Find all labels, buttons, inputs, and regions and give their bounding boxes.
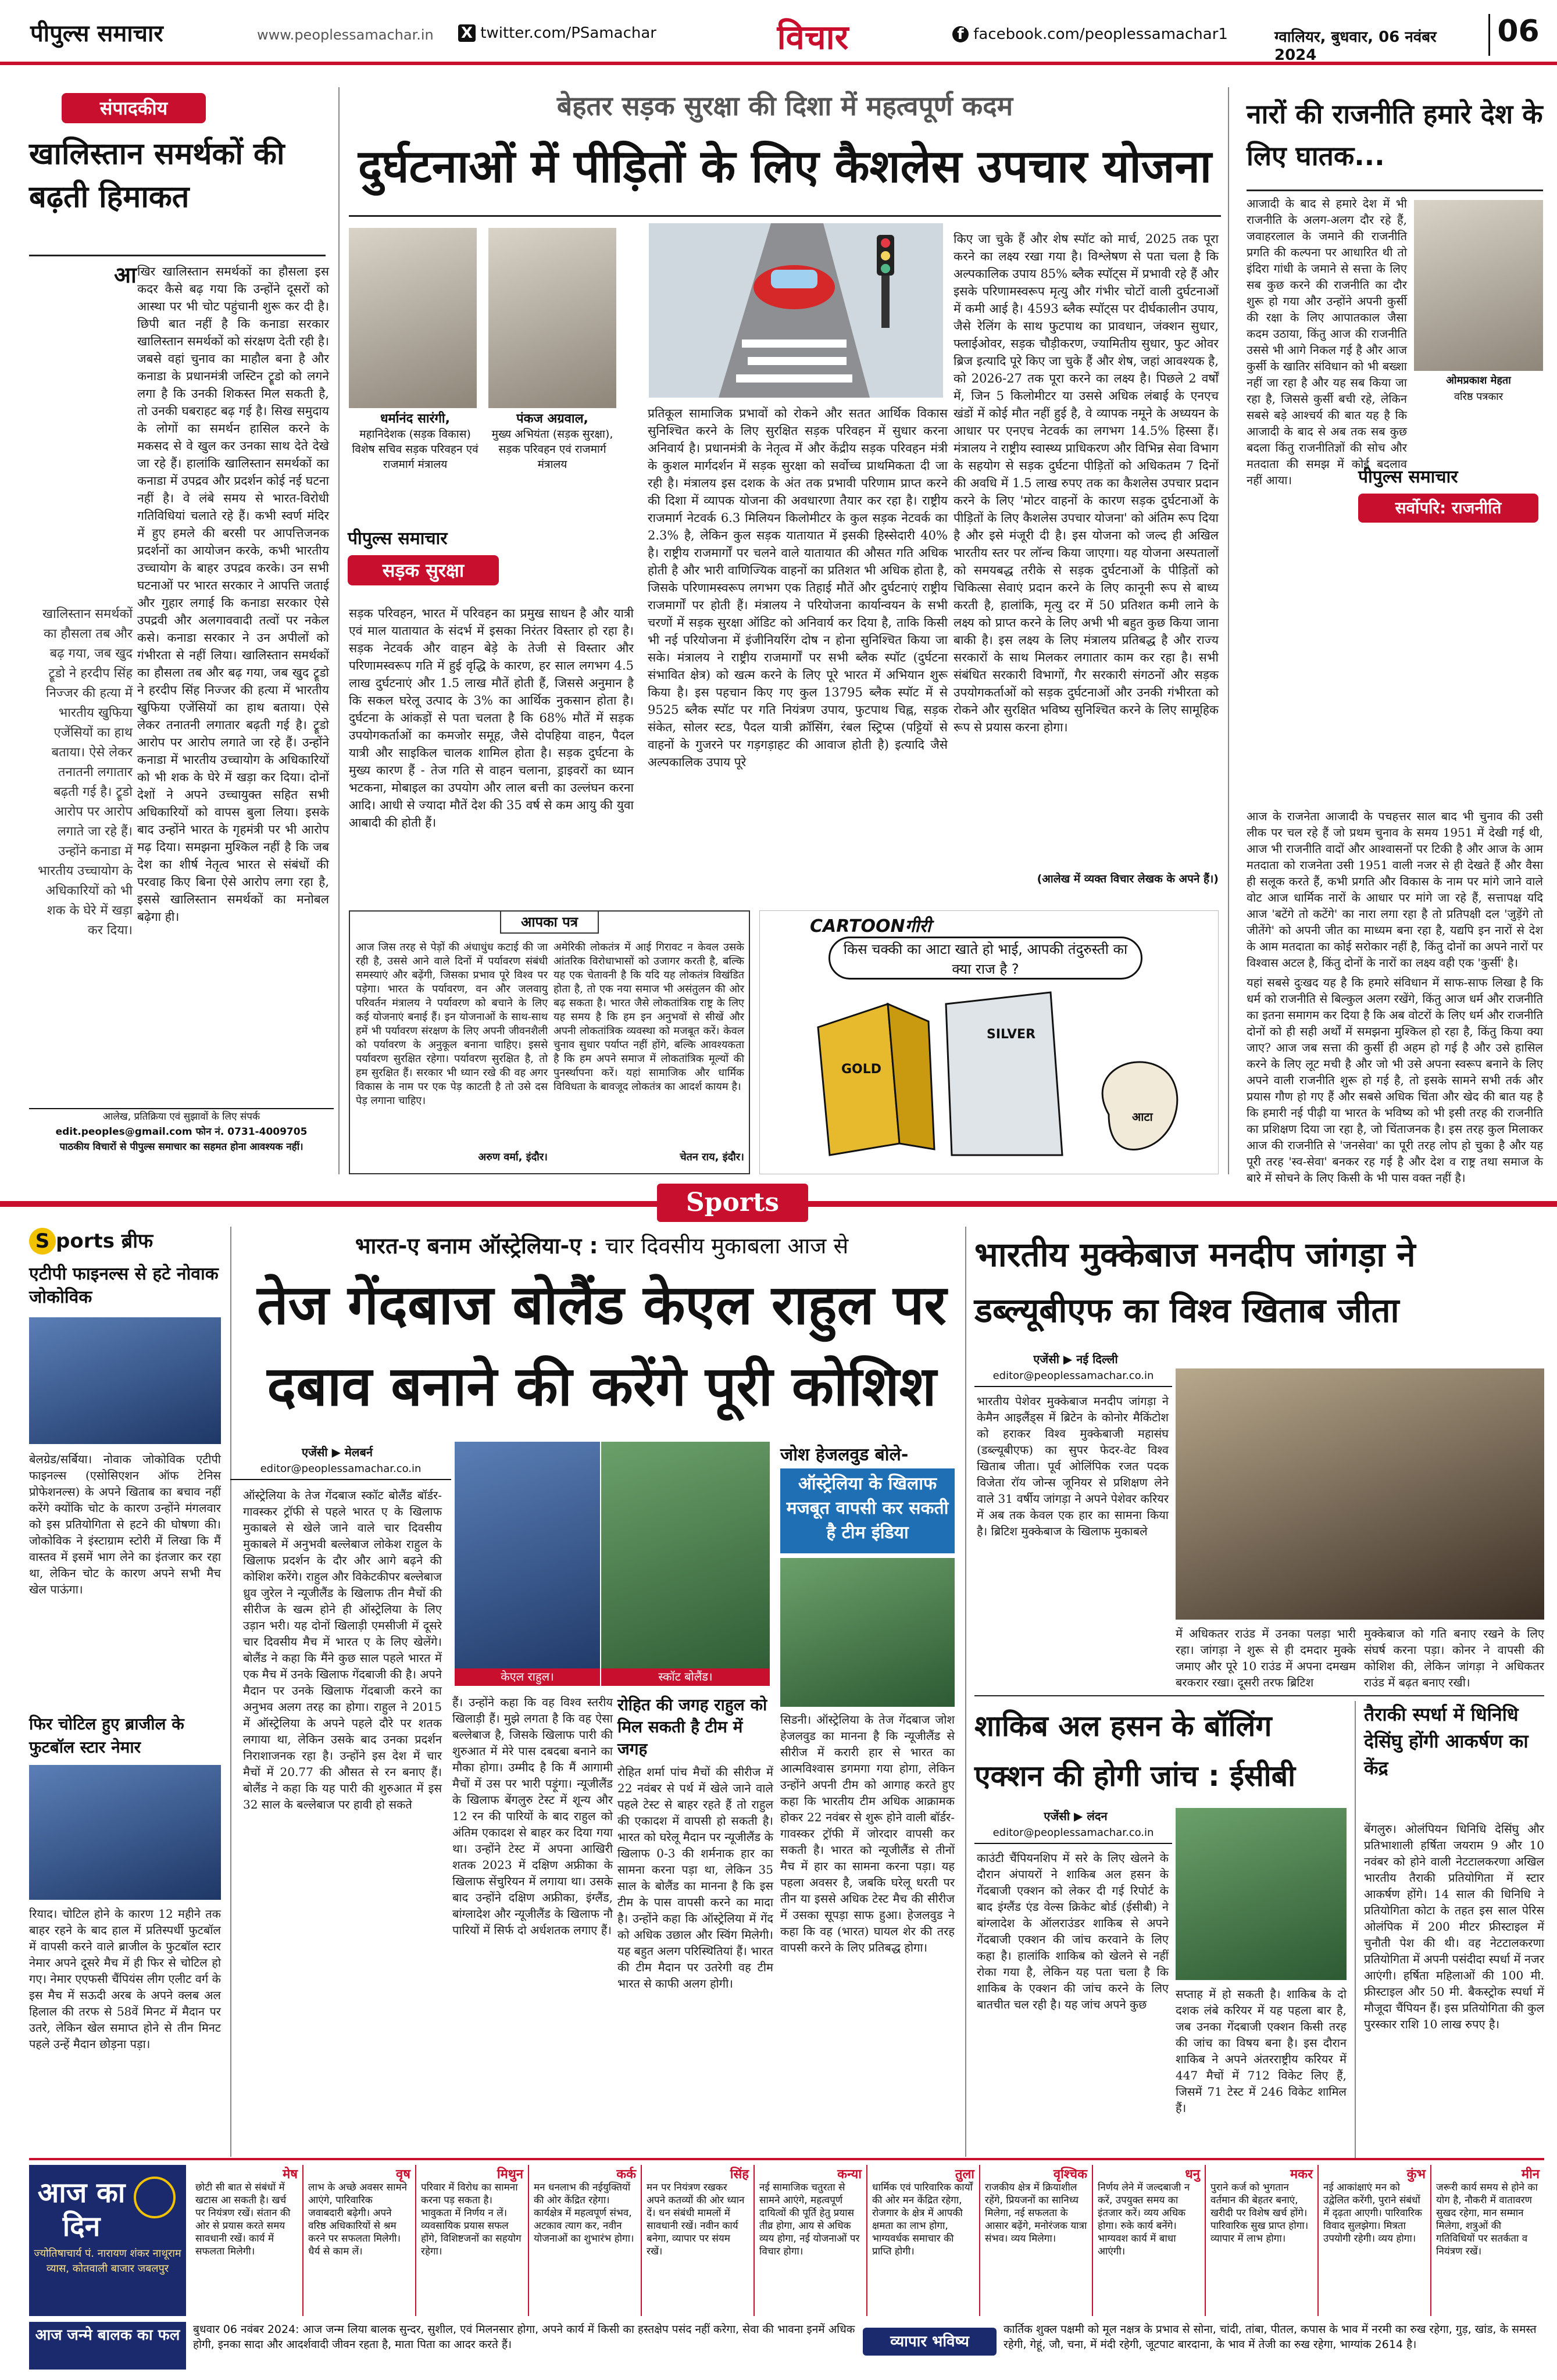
rashi-text: लाभ के अच्छे अवसर सामने आएंगे, पारिवारिक जवाबदारी बढ़ेगी। अपने वरिष्ठ अधिकारियों से श्रम करने पर सफलता मिलेगी। धैर्य से काम लें। — [308, 2182, 408, 2257]
letters-box — [349, 910, 750, 1174]
side-headline: ऑस्ट्रेलिया के खिलाफ मजबूत वापसी कर सकती है टीम इंडिया — [780, 1468, 955, 1553]
rashi-name: मकर — [1290, 2167, 1313, 2182]
rashi-text: परिवार में विरोध का सामना करना पड़ सकता है। भावुकता में निर्णय न लें। व्यवसायिक प्रयास सफल होंगे, विशिष्टजनों का सहयोग रहेगा। — [421, 2182, 522, 2257]
lead-column-2: प्रतिकूल सामाजिक प्रभावों को रोकने और सतत आर्थिक विकास सुनिश्चित करने के लिए सुरक्षित सड़क परिवहन में सुधार करना अनिवार्य है। प्रधानमंत्री के नेतृत्व में और केंद्रीय सड़क परिवहन मंत्री के कुशल मार्गदर्शन में सड़क सुरक्षा को सर्वोच्च प्राथमिकता दी जा रही है। मंत्रालय इस दशक के अंत तक प्रभावी परिणाम प्राप्त करने की दिशा में व्यापक योजना की अवधारणा तैयार कर रहा है। राष्ट्रीय राजमार्ग नेटवर्क 6.3 मिलियन किलोमीटर के कुल सड़क नेटवर्क का 2.3% है, लेकिन कुल सड़क यातायात में इसकी हिस्सेदारी 40% है। राष्ट्रीय राजमार्गों पर चलने वाले यातायात की औसत गति अधिक होती है और भारी वाणिज्यिक वाहनों का प्रतिशत भी अधिक होता है, जिसके परिणामस्वरूप लगभग एक तिहाई मौतें और दुर्घटनाएं राष्ट्रीय राजमार्गों पर होती हैं। मंत्रालय ने परियोजना कार्यान्वयन के सभी चरणों में सड़क सुरक्षा ऑडिट को अनिवार्य कर दिया है, ताकि किसी भी नई परियोजना में इंजीनियरिंग दोष न होना सुनिश्चित किया जा सके। मंत्रालय ने राष्ट्रीय राजमार्गों पर सभी ब्लैक स्पॉट (दुर्घटना संभावित क्षेत्र) को खत्म करने के लिए पूरे भारत में अभियान शुरू किया है। इस पहचान किए गए कुल 13795 ब्लैक स्पॉट में से 9525 ब्लैक स्पॉट पर गति नियंत्रण उपाय, फुटपाथ चिह्न, सड़क संकेत, सोलर स्टड, पैदल यात्री क्रॉसिंग, रंबल स्ट्रिप्स (पट्टियों से वाहनों के गुजरने पर गड़गड़ाहट की आवाज होती है) इत्यादि जैसे अल्पकालिक उपाय पूरे — [648, 406, 948, 769]
divider — [974, 1695, 1544, 1696]
editorial-headline: खालिस्तान समर्थकों की बढ़ती हिमाकत — [29, 137, 285, 215]
rashi-text: मन धनलाभ की नईयुक्तियों की ओर केंद्रित रहेगा। कार्यक्षेत्र में महत्वपूर्ण संभव, अटकाव त्याग कर, नवीन योजनाओं का शुभारंभ होगा। — [534, 2182, 634, 2245]
shakib-photo — [1176, 1808, 1347, 1980]
author-role: मुख्य अभियंता (सड़क सुरक्षा), सड़क परिवहन एवं राजमार्ग मंत्रालय — [491, 428, 613, 471]
rashi-name: कन्या — [837, 2167, 862, 2182]
rashi-column — [642, 2165, 755, 2316]
author-photo — [488, 228, 616, 408]
rashi-column — [191, 2165, 303, 2316]
page-header — [0, 0, 1557, 65]
rashi-text: छोटी सी बात से संबंधों में खटास आ सकती है। खर्च पर नियंत्रण रखें। संतान की ओर से प्रयास करते समय सावधानी रखें। कार्य में सफलता मिलेगी। — [195, 2182, 291, 2257]
sports-tab[interactable]: Sports — [657, 1184, 808, 1222]
boxing-byline: एजेंसी ▶ नई दिल्ली — [1033, 1352, 1118, 1366]
horoscope-band — [29, 2158, 1544, 2160]
gold-label: GOLD — [841, 1062, 882, 1077]
column-rule — [965, 1227, 966, 2157]
rashi-column — [1431, 2165, 1544, 2316]
author-name: ओमप्रकाश मेहता — [1446, 374, 1511, 387]
main-byline: एजेंसी ▶ मेलबर्न — [302, 1445, 373, 1459]
cartoon-drawing — [760, 981, 1219, 1173]
side-body: सिडनी। ऑस्ट्रेलिया के तेज गेंदबाज जोश हेजलवुड का मानना है कि न्यूजीलैंड से सीरीज में करारी हार से भारत का आत्मविश्वास डगमगा गया होगा, लेकिन उन्होंने अपनी टीम को आगाह करते हुए कहा कि भारतीय टीम अधिक आक्रामक होकर 22 नवंबर से शुरू होने वाली बॉर्डर-गावस्कर ट्रॉफी में जोरदार वापसी कर सकती है। भारत को न्यूजीलैंड से तीनों मैच में हार का सामना करना पड़ा। यह पहला अवसर है, जबकि घरेलू धरती पर तीन या इससे अधिक टेस्ट मैच की सीरीज में उसका सूपड़ा साफ हुआ। हेजलवुड ने कहा कि वह (भारत) घायल शेर की तरह वापसी करने के लिए प्रतिबद्ध होगा। — [780, 1713, 955, 1954]
author-name: धर्मानंद सारंगी, — [380, 412, 450, 426]
rashi-column — [1093, 2165, 1206, 2316]
section-title: विचार — [777, 17, 849, 57]
shakib-byline: एजेंसी ▶ लंदन — [1044, 1809, 1108, 1823]
boxing-column-2: में अधिकतर राउंड में उनका पलड़ा भारी रहा। जांगड़ा ने शुरू से ही दमदार मुक्के जमाए और पूरे 10 राउंड में अपना दमखम बरकरार रखा। दूसरी तरफ ब्रिटिश — [1176, 1627, 1356, 1689]
trade-forecast-label: व्यापार भविष्य — [863, 2328, 997, 2356]
rashi-text: मन पर नियंत्रण रखकर अपने कतव्यों की ओर ध्यान दें। धन संबंधी मामलों में सावधानी रखें। नवीन कार्य बनेगा, व्यापार पर संयम रखें। — [647, 2182, 745, 2257]
shakib-email[interactable]: editor@peoplessamachar.co.in — [974, 1827, 1172, 1844]
badge-label: सर्वोपरि: राजनीति — [1358, 494, 1538, 523]
divider — [349, 215, 1221, 217]
author-photo — [1414, 200, 1543, 371]
editorial-pullquote: खालिस्तान समर्थकों का हौसला तब और बढ़ गया, जब खुद ट्रूडो ने हरदीप सिंह निज्जर की हत्या में भारतीय खुफिया एजेंसियों का हाथ बताया। ऐसे लेकर तनातनी लगातार बढ़ती गई है। ट्रूडो आरोप पर आरोप लगाते जा रहे हैं। उन्होंने कनाडा में भारतीय उच्चायोग के अधिकारियों को भी शक के घेरे में खड़ा कर दिया। — [38, 607, 133, 938]
rashi-name: मिथुन — [497, 2167, 523, 2182]
brief-headline: एटीपी फाइनल्स से हटे नोवाक जोकोविक — [29, 1264, 219, 1307]
boxing-email[interactable]: editor@peoplessamachar.co.in — [974, 1370, 1172, 1387]
brief-label: ports ब्रीफ — [56, 1230, 153, 1253]
boxing-column-1: भारतीय पेशेवर मुक्केबाज मनदीप जांगड़ा ने केमैन आइलैंड्स में ब्रिटेन के कोनोर मैकिंटोश को हराकर विश्व मुक्केबाजी महासंघ (डब्ल्यूबीएफ) का सुपर फेदर-वेट विश्व खिताब जीता। पूर्व ओलिंपिक रजत पदक विजेता रॉय जोन्स जूनियर से प्रशिक्षण लेने वाले 31 वर्षीय जांगड़ा ने अपने पेशेवर करियर में अब तक केवल एक हार का सामना किया है। ब्रिटिश मुक्केबाज के खिलाफ मुकाबले — [977, 1394, 1169, 1538]
twitter-link[interactable]: X twitter.com/PSamachar — [458, 24, 667, 48]
author-name: पंकज अग्रवाल, — [516, 412, 588, 426]
main-email[interactable]: editor@peoplessamachar.co.in — [230, 1463, 451, 1480]
player-photo — [601, 1442, 770, 1686]
divider — [29, 255, 326, 256]
boxing-column-3: मुक्केबाज को गति बनाए रखने के लिए संघर्ष करना पड़ा। कोनर ने वापसी की कोशिश की, लेकिन जांगड़ा ने अधिकतर राउंड में बढ़त बनाए रखी। — [1364, 1627, 1544, 1689]
page-number: 06 — [1488, 14, 1547, 56]
born-today-text: बुधवार 06 नवंबर 2024: आज जन्म लिया बालक सुन्दर, सुशील, एवं मिलनसार होगा, अपने कार्य में किसी का हस्तक्षेप पसंद नहीं करेगा, सेवा की भावना इनमें अधिक होगी, इनका सादा और आदर्शवादी जीवन रहता है, माता पिता का आदर करते हैं। — [193, 2323, 855, 2351]
rashi-name: मेष — [283, 2167, 298, 2182]
born-today-label: आज जन्मे बालक का फल — [29, 2322, 186, 2370]
road-crossing-graphic — [649, 223, 943, 398]
author-credit — [486, 412, 619, 499]
speech-bubble: किस चक्की का आटा खाते हो भाई, आपकी तंदुरुस्ती का क्या राज है ? — [829, 937, 1142, 980]
rashi-column — [867, 2165, 980, 2316]
swim-headline: तैराकी स्पर्धा में धिनिधि देसिंघु होंगी आकर्षण का केंद्र — [1364, 1703, 1529, 1779]
letter-body: आज जिस तरह से पेड़ों की अंधाधुंध कटाई की जा रही है, उससे आने वाले दिनों में पर्यावरण संबंधी समस्याएं और बढ़ेंगी, जिसका प्रभाव पूरे विश्व पर पड़ेगा। भारत के पर्यावरण, वन और जलवायु परिवर्तन मंत्रालय ने पर्यावरण को बचाने के लिए कई योजनाएं बनाई हैं। इन योजनाओं के साथ-साथ हमें भी पर्यावरण संरक्षण के लिए अपनी जीवनशैली को पर्यावरण के अनुकूल बनाना चाहिए। इससे पर्यावरण सुरक्षित रहेगा। पर्यावरण सुरक्षित है, तो हम सुरक्षित हैं। सरकार भी ध्यान रखे की वह अगर विकास के नाम पर एक पेड़ काटती है तो उसे दस पेड़ लगाना चाहिए। — [356, 941, 548, 1107]
column-rule — [1228, 87, 1229, 1174]
facebook-link[interactable]: f facebook.com/peoplessamachar1 — [952, 26, 1278, 49]
rashi-name: तुला — [955, 2167, 974, 2182]
rashi-column — [529, 2165, 642, 2316]
player-photo — [455, 1442, 600, 1686]
badge-logo: पीपुल्स समाचार — [348, 528, 448, 549]
footer-contact: आलेख, प्रतिक्रिया एवं सुझावों के लिए संपर्क — [102, 1111, 260, 1123]
editorial-body: खिर खालिस्तान समर्थकों का हौसला इस कदर कैसे बढ़ गया कि उन्होंने दूसरों को आस्था पर भी चोट पहुंचानी शुरू कर दी है। छिपी बात नहीं है कि कनाडा सरकार खालिस्तान समर्थकों को संरक्षण देती रही है। जबसे वहां चुनाव का माहौल बना है और कनाडा के प्रधानमंत्री जस्टिन ट्रूडो को लगने लगा है कि उनकी शिकस्त मिल सकती है, तो उनकी घबराहट बढ़ गई है। सिख समुदाय के लोगों का समर्थन हासिल करने के मकसद से वे खुल कर उनका साथ देते देखे जा रहे हैं। हालांकि खालिस्तान समर्थकों का कनाडा में उपद्रव और प्रदर्शन कोई नई घटना नहीं है। वे लंबे समय से भारत-विरोधी गतिविधियां चलाते रहे हैं। कभी स्वर्ण मंदिर में हुए हमले की बरसी पर आपत्तिजनक प्रदर्शनों का आयोजन करके, कभी भारतीय उच्चायोग के बाहर उपद्रव करके। उन सभी घटनाओं पर भारत सरकार ने आपत्ति जताई और गुहार लगाई कि कनाडा सरकार ऐसे उपद्रवी और अलगाववादी तत्वों पर नकेल कसे। कनाडा सरकार ने उन अपीलों को गंभीरता से नहीं लिया। खालिस्तान समर्थकों का हौसला तब और बढ़ गया, जब खुद ट्रूडो ने हरदीप सिंह निज्जर की हत्या में भारतीय खुफिया एजेंसियों का हाथ बताया। ऐसे लेकर तनातनी लगातार बढ़ती गई है। ट्रूडो आरोप पर आरोप लगाते जा रहे हैं। उन्होंने कनाडा में भारतीय उच्चायोग के अधिकारियों को भी शक के घेरे में खड़ा कर दिया। दोनों देशों ने अपने उच्चायुक्त सहित सभी अधिकारियों को वापस बुला लिया। इसके बाद उन्होंने भारत के गृहमंत्री पर भी आरोप मढ़ दिया। समझना मुश्किल नहीं है कि जब देश का शीर्ष नेतृत्व भारत से संबंधों की परवाह किए बिना ऐसे आरोप लगा रहा है, इससे खालिस्तान समर्थकों का मनोबल बढ़ेगा ही। — [137, 265, 329, 924]
road-safety-badge — [348, 526, 526, 601]
lead-kicker: बेहतर सड़क सुरक्षा की दिशा में महत्वपूर्ण कदम — [556, 90, 1013, 121]
editorial-dropcap: आ — [114, 262, 137, 288]
dateline: ग्वालियर, बुधवार, 06 नवंबर 2024 — [1274, 28, 1437, 64]
twitter-icon: X — [458, 24, 476, 42]
rashi-text: धार्मिक एवं पारिवारिक कार्यों की ओर मन केंद्रित रहेगा, रोजगार के क्षेत्र में आपकी क्षमता का लाभ होगा, भाग्यवर्धक समाचार की प्राप्ति होगी। — [872, 2182, 973, 2257]
rashi-text: पुराने कर्ज को भुगतान वर्तमान की बेहतर बनाएं, खरीदी पर विशेष खर्च होंगे। पारिवारिक सुख प्राप्त होगा। व्यापार में लाभ होगा। — [1210, 2182, 1309, 2245]
lead-column-1: सड़क परिवहन, भारत में परिवहन का प्रमुख साधन है और यात्री एवं माल यातायात के संदर्भ में इसका निरंतर विस्तार हो रहा है। सड़क नेटवर्क और वाहन बेड़े के तेजी से विस्तार और परिणामस्वरूप गति में हुई वृद्धि के कारण, हर साल लगभग 4.5 लाख दुर्घटनाएं और 1.5 लाख मौतें होती हैं, जिससे अनुमान है कि सकल घरेलू उत्पाद के 3% का आर्थिक नुकसान होता है। दुर्घटना के आंकड़ों से पता चलता है कि 68% मौतें में सड़क उपयोगकर्ताओं का कमजोर समूह, जैसे दोपहिया वाहन, पैदल यात्री और साइकिल चालक शामिल होता है। सड़क दुर्घटना के मुख्य कारण हैं - तेज गति से वाहन चलाना, ड्राइवरों का ध्यान भटकना, मोबाइल का उपयोग और लाल बत्ती का उल्लंघन करना आदि। आधी से ज्यादा मौतें देश की 35 वर्ष से कम आयु की युवा आबादी की होती हैं। — [349, 606, 634, 830]
brief-logo: S — [29, 1228, 56, 1255]
horoscope-title: दिन — [62, 2210, 101, 2243]
rashi-text: राजकीय क्षेत्र में क्रियाशील रहेंगे, प्रियजनों का सानिध्य मिलेगा, नई सफलता के आसार बढ़ेंगे, मनोरंजक यात्रा संभव। व्यय मिलेगा। — [985, 2182, 1087, 2245]
main-column-1: ऑस्ट्रेलिया के तेज गेंदबाज स्कॉट बोलैंड बॉर्डर-गावस्कर ट्रॉफी से पहले भारत ए के खिलाफ मुकाबले से खेले जाने वाले चार दिवसीय मुकाबले में अनुभवी बल्लेबाज लोकेश राहुल के खिलाफ प्रदर्शन के दौर और आगे बढ़ने की कोशिश करेंगे। राहुल और विकेटकीपर बल्लेबाज ध्रुव जुरेल ने न्यूजीलैंड के खिलाफ तीन मैचों की सीरीज के खत्म होने ही ऑस्ट्रेलिया के लिए उड़ान भरी। यह दोनों खिलाड़ी एमसीजी में दूसरे चार दिवसीय मैच में भारत ए के लिए खेलेंगे। बोलैंड ने कहा कि मैंने कुछ साल पहले भारत में एक मैच में उनके खिलाफ गेंदबाजी की है। अपने मैदान पर उनके खिलाफ गेंदबाजी करने का अनुभव अलग तरह का होगा। राहुल ने 2015 में ऑस्ट्रेलिया के अपने पहले दौरे पर शतक लगाया था, लेकिन उसके बाद उनका प्रदर्शन निराशाजनक रहा है। उन्होंने इस देश में चार मैचों में 20.77 की औसत से रन बनाए हैं। बोलैंड ने कहा कि यह पारी की शुरुआत में इस 32 साल के बल्लेबाज पर हावी हो सकते — [243, 1488, 442, 1811]
opinion-body-top: आजादी के बाद से हमारे देश में भी राजनीति के अलग-अलग दौर रहे हैं, जवाहरलाल के जमाने की राजनीति प्रगति की कल्पना पर आधारित थी तो इंदिरा गांधी के जमाने से सत्ता के लिए सब कुछ करने की राजनीति का दौर शुरू हो गया और उन्होंने अपनी कुर्सी की रक्षा के लिए आपातकाल जैसा कदम उठाया, किंतु आज की राजनीति उससे भी आगे निकल गई है और आज कुर्सी के खातिर संविधान को भी बख्शा नहीं जा रहा है और यह सब किया जा रहा है, जिससे कुर्सी बची रहे, लेकिन सबसे बड़े आश्चर्य की बात यह है कि आजादी के बाद से अब तक सब कुछ बदला किंतु राजनीतिज्ञों की सोच और मतदाता की समझ में कोई बदलाव नहीं आया। — [1247, 196, 1407, 487]
horoscope-title: आज का — [37, 2177, 126, 2209]
trade-forecast-text: कार्तिक शुक्ल पक्षमी को मूल नक्षत्र के प्रभाव से सोना, चांदी, तांबा, पीतल, कपास के भाव में नरमी का रुख रहेगा, गुड़, खांड, के समस्त रहेगी, गेहूं, जौ, चना, में मंदी रहेगी, जूटपाट बारदाना, के भाव में तेजी का रुख रहेगा, भाग्यांक 2614 है। — [1004, 2323, 1537, 2351]
player-photo — [780, 1558, 955, 1707]
sub-headline: रोहित की जगह राहुल को मिल सकती है टीम में जगह — [617, 1695, 767, 1759]
rashi-name: सिंह — [730, 2167, 749, 2182]
swim-body: बेंगलुरु। ओलंपियन धिनिधि देसिंघु और प्रतिभाशाली हर्षिता जयराम 9 और 10 नवंबर को होने वाली नेटटालकरणा अखिल भारतीय तैराकी प्रतियोगिता में स्टार आकर्षण होंगे। 14 साल की धिनिधि ने प्रतियोगिता कोटा के तहत इस साल पेरिस ओलंपिक में 200 मीटर फ्रीस्टाइल में चुनौती पेश की थी। वह नेटटालकरणा प्रतियोगिता में अपनी पसंदीदा स्पर्धा में नजर आएंगी। हर्षिता महिलाओं की 100 मी. फ्रीस्टाइल और 50 मी. बैकस्ट्रोक स्पर्धा में मौजूदा चैंपियन हैं। इस प्रतियोगिता की कुल पुरस्कार राशि 10 लाख रुपए है। — [1364, 1822, 1544, 2031]
opinion-body-end: यहां सबसे दुःखद यह है कि हमारे संविधान में साफ-साफ लिखा है कि धर्म को राजनीति से बिल्कुल अलग रखेंगे, किंतु आज धर्म और राजनीति का इतना समागम कर दिया है कि अब वोटरों के लिए धर्म और राजनीति दोनों को ही सही अर्थों में समझना मुश्किल हो रहा है, किंतु किया क्या जाए? आज जब सत्ता की कुर्सी ही अहम हो गई है और उसे हासिल करने के लिए लूट मची है और जो भी उसे अपना स्वरूप बनाने के लिए अपने वाली राजनीति शुरू हो गई है, तो इसके सामने सभी तर्क और प्रयास गौण हो गए हैं और सबसे अधिक चिंता और खेद की बात यह है कि हमारी नई पीढ़ी या भारत के भविष्य को भी इसी तरह की राजनीति का प्रशिक्षण दिया जा रहा है, जो चिंताजनक है। इस तरह कुल मिलाकर आज की राजनीति से 'जनसेवा' का पूरी तरह लोप हो चुका है और यह पूरी तरह 'स्व-सेवा' बनकर रह गई है और देश व राष्ट्र तथा समाज के बारे में सोचने के लिए किसी के भी पास वक्त नहीं है। — [1247, 975, 1543, 1185]
horoscope-title-box — [29, 2165, 186, 2316]
letter-body: अमेरिकी लोकतंत्र में आई गिरावट न केवल उसके आंतरिक विरोधाभासों को उजागर करती है, बल्कि यह एक चेतावनी है कि यदि यह लोकतंत्र विखंडित होता है, तो एक नया समाज भी असंतुलन की ओर बढ़ सकता है। भारत जैसे लोकतांत्रिक राष्ट्र के लिए यह समय है कि हम इन अनुभवों से सीखें और अपनी लोकतांत्रिक व्यवस्था को मजबूत करें। केवल चुनाव सुधार पर्याप्त नहीं होंगे, बल्कि आवश्यकता है कि हम अपने समाज में लोकतांत्रिक मूल्यों की पुनर्स्थापना करें। यहां सामाजिक और धार्मिक विविधता के बावजूद लोकतंत्र का आदर्श कायम है। — [553, 941, 744, 1093]
rashi-name: वृश्चिक — [1053, 2167, 1087, 2182]
rashi-name: कर्क — [616, 2167, 636, 2182]
rashi-column — [303, 2165, 416, 2316]
column-rule — [1355, 1701, 1356, 2158]
brief-body: रियाद। चोटिल होने के कारण 12 महीने तक बाहर रहने के बाद हाल में प्रतिस्पर्धी फुटबॉल में वापसी करने वाले ब्राजील के फुटबॉल स्टार नेमार अपने दूसरे मैच में ही फिर से चोटिल हो गए। नेमार एएफसी चैंपियंस लीग एलीट वर्ग के इस मैच में सऊदी अरब के अपने क्लब अल हिलाल की तरफ से 58वें मिनट में मैदान पर उतरे, लेकिन खेल समाप्त होने से तीन मिनट पहले उन्हें मैदान छोड़ना पड़ा। — [29, 1907, 221, 2051]
main-headline: तेज गेंदबाज बोलैंड केएल राहुल पर दबाव बनाने की करेंगे पूरी कोशिश — [257, 1274, 947, 1418]
brief-headline: फिर चोटिल हुए ब्राजील के फुटबॉल स्टार नेमार — [29, 1714, 184, 1757]
editorial-tag: संपादकीय — [62, 93, 206, 123]
masthead-logo: पीपुल्स समाचार — [30, 20, 163, 47]
opinion-body-mid: आज के राजनेता आजादी के पचहत्तर साल बाद भी चुनाव की उसी लीक पर चल रहे हैं जो प्रथम चुनाव के समय 1951 में देखी गई थी, आज भी राजनीति वादों और आश्वासनों पर टिकी है और आज के आम मतदाता को राजनेता उसी 1951 वाली नजर से ही देखते हैं और वैसा ही सलूक करते हैं, कभी प्रगति और विकास के नाम पर मांगे जाने वाले वोट आज धार्मिक नारों के आधार पर मांगे जा रहे हैं, सत्तापक्ष यदि आज 'बटेंगे तो कटेंगे' का नारा लगा रहा है तो प्रतिपक्षी दल 'जुड़ेंगे तो जीतेंगे' को अपनी जीत का माध्यम बना रहा है, यद्यपि इन नारों से देश के आम मतदाता का कोई सरोकार नहीं है, किंतु दोनों का अपने नारों पर विश्वास अटल है, किंतु दोनों के नारों का लक्ष्य वही एक 'कुर्सी' है। — [1247, 809, 1543, 970]
zodiac-wheel-icon — [134, 2177, 176, 2218]
astrologer-credit: ज्योतिषाचार्य पं. नारायण शंकर नाथूराम व्यास, कोतवाली बाजार जबलपुर — [34, 2247, 181, 2275]
lead-column-3: किए जा चुके हैं और शेष स्पॉट को मार्च, 2025 तक पूरा करने का लक्ष्य रखा गया है। विश्लेषण से पता चला है कि अल्पकालिक उपाय 85% ब्लैक स्पॉट्स में प्रभावी रहे हैं और इसके परिणामस्वरूप मृत्यु और गंभीर चोटों वाली दुर्घटनाओं में कमी आई है। 4593 ब्लैक स्पॉट्स पर दीर्घकालीन उपाय, जैसे रेलिंग के साथ फुटपाथ का प्रावधान, जंक्शन सुधार, फ्लाईओवर, सड़क चौड़ीकरण, ज्यामितीय सुधार, फुट ओवर ब्रिज इत्यादि पूरे किए जा चुके हैं और शेष, जहां आवश्यक है, को 2026-27 तक पूरा करने का लक्ष्य है। पिछले 2 वर्षों में, जिन 5 किलोमीटर या उससे अधिक लंबाई के एनएच खंडों में कोई मौत नहीं हुई है, वे व्यापक नमूने के अध्ययन के आधार पर एनएच नेटवर्क का लगभग 14.5% हिस्सा हैं। मंत्रालय ने राष्ट्रीय स्वास्थ्य प्राधिकरण और विभिन्न सेवा विभाग के सहयोग से सड़क दुर्घटना पीड़ितों को अधिकतम 7 दिनों की अवधि में 1.5 लाख रुपए तक का कैशलेस उपचार प्रदान करने के लिए 'मोटर वाहनों के कारण सड़क दुर्घटनाओं के पीड़ितों के लिए कैशलेस उपचार योजना' को अंतिम रूप दिया है और इसे मंजूरी दी है। इस योजना को जल्द ही अखिल भारतीय स्तर पर लॉन्च किया जाएगा। यह योजना अस्पतालों को समयबद्ध तरीके से सड़क दुर्घटनाओं के पीड़ितों को चिकित्सा सेवाएं प्रदान करने के लिए कानूनी रूप से बाध्य करती है, हालांकि, मृत्यु दर में 50 प्रतिशत कमी लाने के लक्ष्य को प्राप्त करने के लिए अभी भी बहुत कुछ किया जाना बाकी है। इस लक्ष्य के लिए मंत्रालय प्रतिबद्ध है और राज्य सरकारों के साथ मिलकर लगातार काम कर रहा है। सभी संबंधित सरकारी विभागों, गैर सरकारी संगठनों और सड़क उपयोगकर्ताओं को सड़क दुर्घटनाओं और उनकी गंभीरता को रोकने और सुरक्षित भविष्य सुनिश्चित करने के लिए सामूहिक रूप से प्रयास करना होगा। — [954, 232, 1219, 734]
photo-caption: स्कॉट बोलैंड। — [601, 1668, 770, 1686]
column-rule — [230, 1227, 231, 2157]
author-photo — [349, 228, 477, 408]
author-role: महानिदेशक (सड़क विकास) विशेष सचिव सड़क परिवहन एवं राजमार्ग मंत्रालय — [352, 428, 478, 471]
silver-label: SILVER — [987, 1027, 1036, 1042]
author-role: वरिष्ठ पत्रकार — [1454, 391, 1504, 403]
rashi-name: धनु — [1185, 2167, 1200, 2182]
rashi-column — [1206, 2165, 1319, 2316]
badge-logo: पीपुल्स समाचार — [1358, 467, 1458, 487]
shakib-column-1: काउंटी चैंपियनशिप में सरे के लिए खेलने के दौरान अंपायरों ने शाकिब अल हसन के गेंदबाजी एक्शन को लेकर दी गई रिपोर्ट के बाद इंग्लैंड एंड वेल्स क्रिकेट बोर्ड (ईसीबी) ने बांग्लादेश के ऑलराउंडर शाकिब से अपने गेंदबाजी एक्शन की जांच करवाने के लिए कहा है। हालांकि शाकिब को खेलने से नहीं रोका गया है, लेकिन यह पता चला है कि शाकिब के एक्शन की जांच करने के लिए बातचीत चल रही है। यह जांच अपने कुछ — [977, 1851, 1169, 2011]
sack-label: आटा — [1132, 1110, 1153, 1124]
cartoon-title: CARTOONगीरी — [810, 916, 931, 937]
facebook-icon: f — [952, 26, 969, 42]
main-column-2: हैं। उन्होंने कहा कि वह विश्व स्तरीय खिलाड़ी हैं। मुझे लगता है कि वह ऐसा बल्लेबाज है, जिसके खिलाफ पारी की शुरुआत में मेरे पास दबदबा बनाने का मौका होगा। उम्मीद है कि मैं आगामी मैचों में उस पर भारी पड़ूंगा। न्यूजीलैंड के खिलाफ बेंगलुरु टेस्ट में शून्य और 12 रन की पारियों के बाद राहुल को अंतिम एकादश से बाहर कर दिया गया था। उन्होंने टेस्ट में अपना आखिरी शतक 2023 में दक्षिण अफ्रीका के खिलाफ सेंचुरियन में लगाया था। उसके बाद उन्होंने दक्षिण अफ्रीका, इंग्लैंड, बांग्लादेश और न्यूजीलैंड के खिलाफ नौ पारियों में सिर्फ दो अर्धशतक लगाए हैं। — [452, 1695, 613, 1937]
divider — [1247, 190, 1543, 191]
horoscope-grid — [191, 2165, 1544, 2316]
boxing-headline: भारतीय मुक्केबाज मनदीप जांगड़ा ने डब्ल्यूबीएफ का विश्व खिताब जीता — [974, 1235, 1416, 1330]
shakib-headline: शाकिब अल हसन के बॉलिंग एक्शन की होगी जांच : ईसीबी — [974, 1709, 1296, 1793]
editorial-footer — [29, 1108, 334, 1172]
rashi-text: निर्णय लेने में जल्दबाजी न करें, उपयुक्त समय का इंतजार करें। व्यय अधिक होगा। रुके कार्य बनेंगे। भाग्यवश कार्य में बाधा आएंगी। — [1098, 2182, 1190, 2257]
author-credit — [349, 412, 481, 499]
rashi-name: वृष — [396, 2167, 410, 2182]
site-url[interactable]: www.peoplessamachar.in — [257, 27, 434, 43]
rashi-column — [755, 2165, 867, 2316]
footer-disclaimer: पाठकीय विचारों से पीपुल्स समाचार का सहमत होना आवश्यक नहीं। — [59, 1141, 303, 1153]
letters-title: आपका पत्र — [500, 910, 599, 934]
player-photo — [29, 1317, 221, 1444]
main-kicker: भारत-ए बनाम ऑस्ट्रेलिया-ए : चार दिवसीय मुकाबला आज से — [355, 1233, 849, 1259]
brief-body: बेलग्रेड/सर्बिया। नोवाक जोकोविक एटीपी फाइनल्स (एसोसिएशन ऑफ टेनिस प्रोफेशनल्स) के अपने खिताब का बचाव नहीं करेंगे क्योंकि चोट के कारण उन्होंने मंगलवार को इस प्रतियोगिता से हटने की घोषणा की। जोकोविक ने इंस्टाग्राम स्टोरी में लिखा कि मैं वास्तव में इसमें भाग लेने का इंतजार कर रहा था, लेकिन चोट के कारण अपने सभी मैच खेल पाऊंगा। — [29, 1452, 221, 1596]
letter-signature: अरुण वर्मा, इंदौर। — [478, 1151, 548, 1163]
badge-label: सड़क सुरक्षा — [348, 555, 499, 585]
letter-signature: चेतन राय, इंदौर। — [680, 1151, 744, 1163]
player-photo — [29, 1765, 221, 1900]
boxing-photo — [1176, 1368, 1544, 1620]
column-rule — [338, 87, 340, 1174]
photo-caption: केएल राहुल। — [455, 1668, 600, 1686]
rashi-text: नई सामाजिक चतुरता से सामने आएंगे, महत्वपूर्ण दायित्वों की पूर्ति हेतु प्रयास तीव्र होगा, आय से अधिक व्यय होगा, नई योजनाओं पर विचार होगा। — [759, 2182, 860, 2257]
rashi-column — [1319, 2165, 1431, 2316]
rashi-name: कुंभ — [1406, 2167, 1426, 2182]
rashi-text: जरूरी कार्य समय से होने का योग है, नौकरी में वातावरण सुखद रहेगा, मान सम्मान मिलेगा, शत्रुओं की गतिविधियों पर सतर्कता व नियंत्रण रखें। — [1436, 2182, 1538, 2257]
road-safety-illustration — [649, 223, 943, 398]
lead-headline: दुर्घटनाओं में पीड़ितों के लिए कैशलेस उपचार योजना — [358, 141, 1212, 193]
opinion-badge — [1358, 464, 1544, 539]
rashi-column — [980, 2165, 1093, 2316]
cartoon-panel — [759, 910, 1219, 1174]
rashi-text: नई आकांक्षाएं मन को उद्वेलित करेंगी, पुराने संबंधों में दृढ़ता आएगी। पारिवारिक विवाद सुलझेगा। मित्रता उपयोगी रहेगी। व्यय होगा। — [1323, 2182, 1422, 2245]
footer-email: edit.peoples@gmail.com फोन नं. 0731-4009705 — [55, 1126, 308, 1138]
opinion-headline: नारों की राजनीति हमारे देश के लिए घातक... — [1247, 98, 1543, 171]
rashi-column — [416, 2165, 529, 2316]
shakib-column-2: सप्ताह में हो सकती है। शाकिब के दो दशक लंबे करियर में यह पहला बार है, जब उनका गेंदबाजी एक्शन किसी तरह की जांच का विषय बना है। इस दौरान शाकिब ने अपने अंतरराष्ट्रीय करियर में 447 मैचों में 712 विकेट लिए हैं, जिसमें 71 टेस्ट में 246 विकेट शामिल हैं। — [1176, 1987, 1347, 2115]
lead-note: (आलेख में व्यक्त विचार लेखक के अपने हैं।) — [1037, 873, 1219, 885]
sports-brief-header — [29, 1227, 221, 1262]
main-column-3: रोहित शर्मा पांच मैचों की सीरीज में 22 नवंबर से पर्थ में खेले जाने वाले पहले टेस्ट से बाहर रहते हैं तो राहुल की एकादश में वापसी हो सकती है। भारत को घरेलू मैदान पर न्यूजीलैंड के खिलाफ 0-3 की शर्मनाक हार का सामना करना पड़ा था, लेकिन 35 साल के बोलैंड का मानना है कि इस टीम के पास वापसी करने का मादा है। उन्होंने कहा कि ऑस्ट्रेलिया में गेंद को अधिक उछाल और स्विंग मिलेगी। यह बहुत अलग परिस्थितियां हैं। भारत की टीम मैदान पर उतरेगी वह टीम भारत से काफी अलग होगी। — [617, 1765, 773, 1991]
side-kicker: जोश हेजलवुड बोले- — [780, 1445, 909, 1465]
rashi-name: मीन — [1521, 2167, 1540, 2182]
